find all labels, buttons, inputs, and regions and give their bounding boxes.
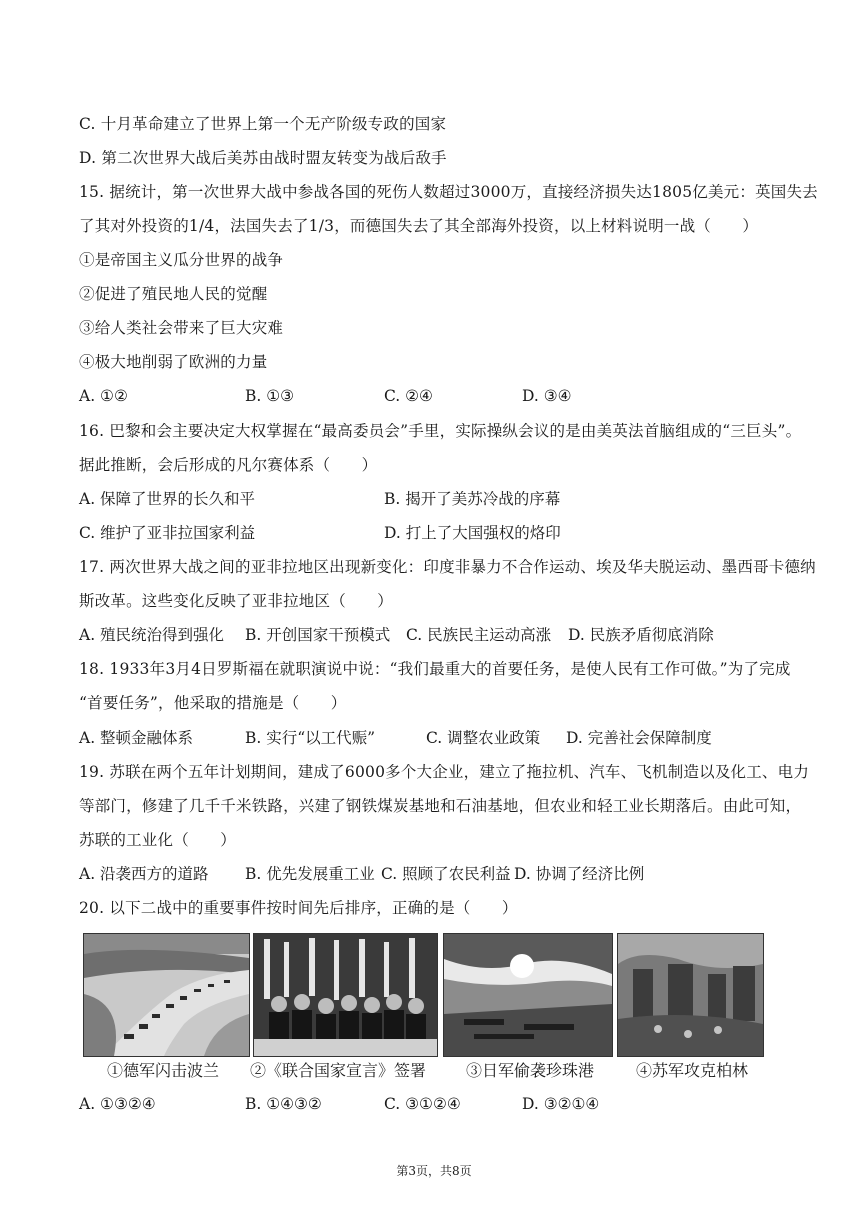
q15-stem-line2: 了其对外投资的1/4，法国失去了1/3，而德国失去了其全部海外投资，以上材料说明一战（ ） <box>79 217 759 235</box>
q18-option-d: D. 完善社会保障制度 <box>566 729 712 747</box>
q17-option-c: C. 民族民主运动高涨 <box>406 626 552 644</box>
caption-1: ①德军闪击波兰 <box>107 1061 220 1080</box>
q17-option-b: B. 开创国家干预模式 <box>245 626 391 644</box>
q18-stem-line2: “首要任务”，他采取的措施是（ ） <box>79 694 347 712</box>
photo-pearl-harbor <box>443 933 613 1057</box>
q14-option-d: D. 第二次世界大战后美苏由战时盟友转变为战后敌手 <box>79 149 447 167</box>
q16-stem-line1: 16. 巴黎和会主要决定大权掌握在“最高委员会”手里，实际操纵会议的是由美英法首脑组成的“三巨头”。 <box>79 422 802 440</box>
page-footer: 第3页，共8页 <box>396 1164 472 1178</box>
q17-option-d: D. 民族矛盾彻底消除 <box>568 626 714 644</box>
q18-option-b: B. 实行“以工代赈” <box>245 729 376 747</box>
photo-blitz-poland <box>83 933 250 1057</box>
q16-option-d: D. 打上了大国强权的烙印 <box>384 524 561 542</box>
q15-item-4: ④极大地削弱了欧洲的力量 <box>79 353 268 371</box>
q19-option-b: B. 优先发展重工业 <box>245 865 375 883</box>
q15-stem-line1: 15. 据统计，第一次世界大战中参战各国的死伤人数超过3000万，直接经济损失达1805亿美元：英国失去 <box>79 183 818 201</box>
q19-option-c: C. 照顾了农民利益 <box>381 865 511 883</box>
q20-option-d: D. ③②①④ <box>522 1095 600 1113</box>
q20-stem: 20. 以下二战中的重要事件按时间先后排序，正确的是（ ） <box>79 899 518 917</box>
q15-option-d: D. ③④ <box>522 387 572 405</box>
q15-item-2: ②促进了殖民地人民的觉醒 <box>79 285 268 303</box>
photo-un-declaration <box>253 933 438 1057</box>
q15-option-c: C. ②④ <box>384 387 433 405</box>
q15-item-3: ③给人类社会带来了巨大灾难 <box>79 319 284 337</box>
q17-stem-line1: 17. 两次世界大战之间的亚非拉地区出现新变化：印度非暴力不合作运动、埃及华夫脱运动、墨西哥卡德纳 <box>79 558 816 576</box>
q14-option-c: C. 十月革命建立了世界上第一个无产阶级专政的国家 <box>79 115 447 133</box>
q15-option-a: A. ①② <box>79 387 128 405</box>
q16-option-a: A. 保障了世界的长久和平 <box>79 490 256 508</box>
q19-stem-line3: 苏联的工业化（ ） <box>79 831 237 849</box>
q18-option-c: C. 调整农业政策 <box>426 729 541 747</box>
q18-option-a: A. 整顿金融体系 <box>79 729 194 747</box>
caption-3: ③日军偷袭珍珠港 <box>466 1061 595 1080</box>
q15-item-1: ①是帝国主义瓜分世界的战争 <box>79 251 284 269</box>
q19-stem-line1: 19. 苏联在两个五年计划期间，建成了6000多个大企业，建立了拖拉机、汽车、飞机制造以及化工、电力 <box>79 763 810 781</box>
q17-option-a: A. 殖民统治得到强化 <box>79 626 225 644</box>
caption-4: ④苏军攻克柏林 <box>636 1061 749 1080</box>
photo-berlin <box>617 933 764 1057</box>
q16-option-b: B. 揭开了美苏冷战的序幕 <box>384 490 561 508</box>
caption-2: ②《联合国家宣言》签署 <box>250 1061 427 1080</box>
q20-option-a: A. ①③②④ <box>79 1095 156 1113</box>
q19-option-d: D. 协调了经济比例 <box>514 865 645 883</box>
q20-option-b: B. ①④③② <box>245 1095 322 1113</box>
q19-stem-line2: 等部门，修建了几千千米铁路，兴建了钢铁煤炭基地和石油基地，但农业和轻工业长期落后。由此可知， <box>79 797 802 815</box>
q17-stem-line2: 斯改革。这些变化反映了亚非拉地区（ ） <box>79 592 394 610</box>
q16-option-c: C. 维护了亚非拉国家利益 <box>79 524 256 542</box>
q20-option-c: C. ③①②④ <box>384 1095 461 1113</box>
q16-stem-line2: 据此推断，会后形成的凡尔赛体系（ ） <box>79 456 378 474</box>
q15-option-b: B. ①③ <box>245 387 295 405</box>
q18-stem-line1: 18. 1933年3月4日罗斯福在就职演说中说：“我们最重大的首要任务，是使人民有工作可做。”为了完成 <box>79 660 791 678</box>
q19-option-a: A. 沿袭西方的道路 <box>79 865 209 883</box>
